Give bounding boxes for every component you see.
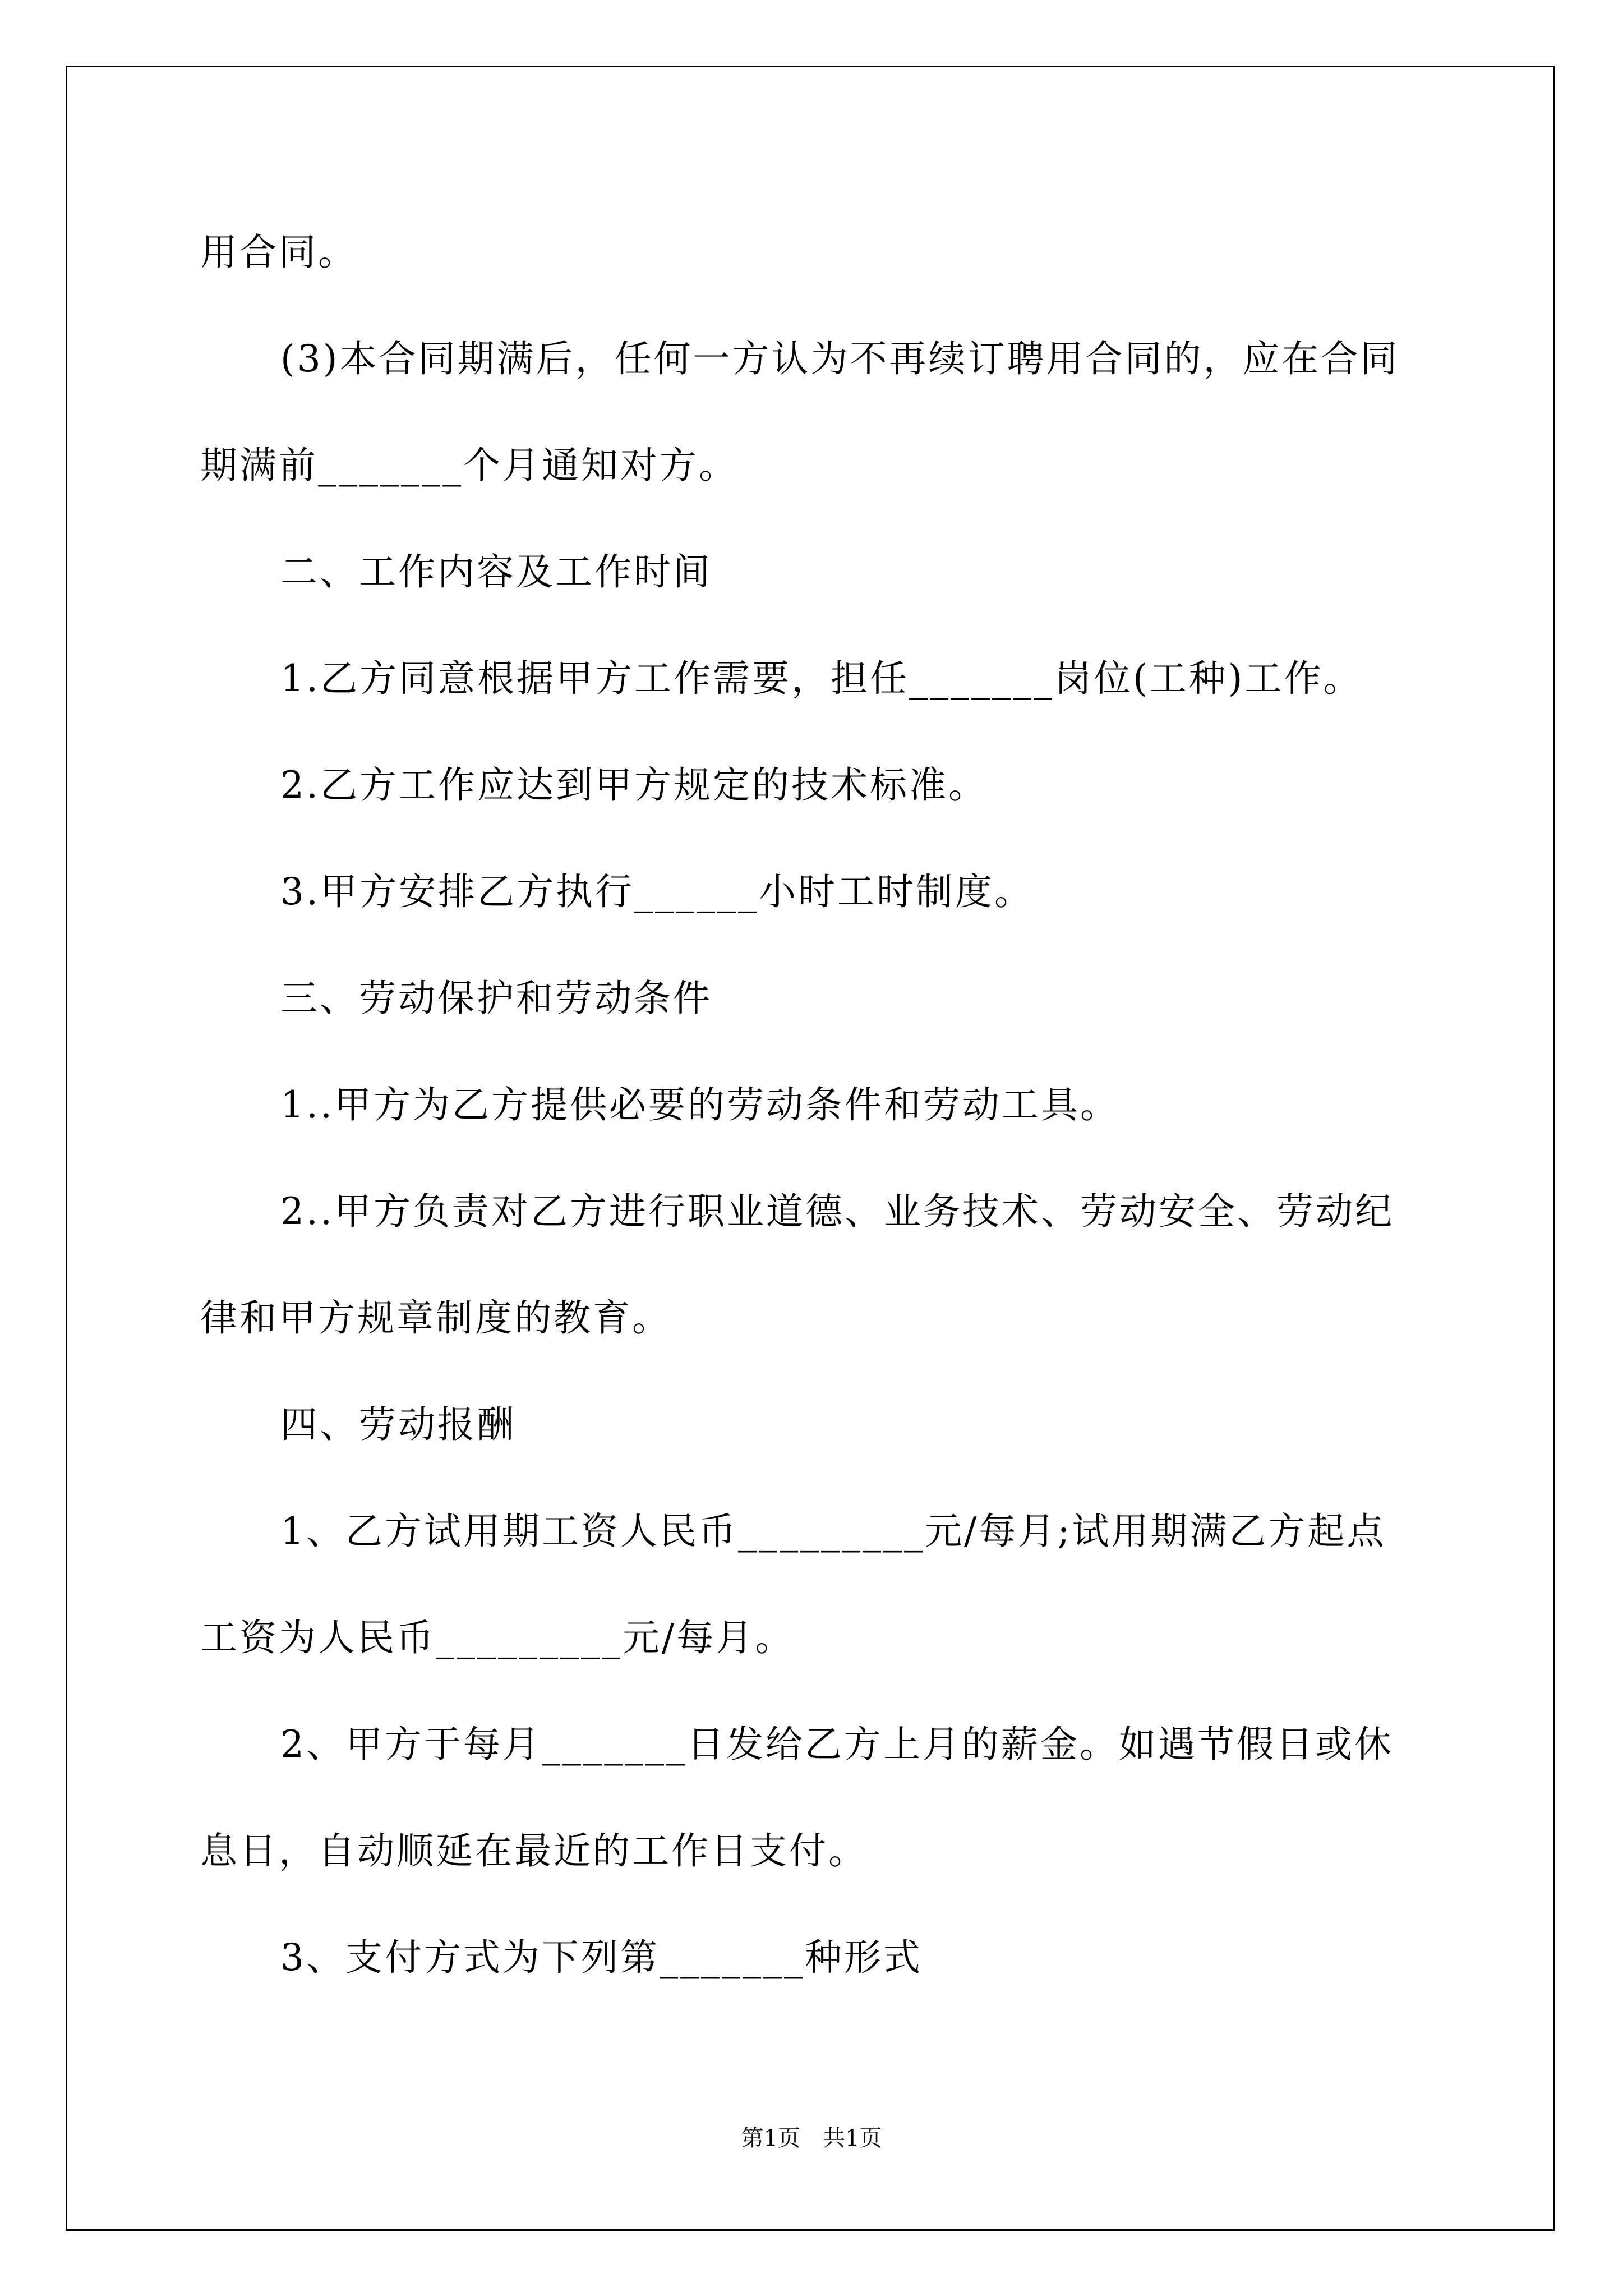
text-line: 2..甲方负责对乙方进行职业道德、业务技术、劳动安全、劳动纪 bbox=[280, 1190, 1394, 1233]
text-line: 期满前_______个月通知对方。 bbox=[200, 444, 738, 487]
text-line: 1..甲方为乙方提供必要的劳动条件和劳动工具。 bbox=[280, 1083, 1119, 1126]
text-line: 3.甲方安排乙方执行______小时工时制度。 bbox=[280, 870, 1034, 913]
section-heading: 二、工作内容及工作时间 bbox=[280, 550, 712, 593]
text-line: 2.乙方工作应达到甲方规定的技术标准。 bbox=[280, 763, 988, 807]
text-line: 用合同。 bbox=[200, 231, 357, 274]
section-heading: 四、劳动报酬 bbox=[280, 1403, 516, 1446]
text-line: 1、乙方试用期工资人民币_________元/每月;试用期满乙方起点 bbox=[280, 1510, 1386, 1553]
text-line: 3、支付方式为下列第_______种形式 bbox=[280, 1936, 923, 1979]
text-line: 1.乙方同意根据甲方工作需要，担任_______岗位(工种)工作。 bbox=[280, 657, 1363, 700]
section-heading: 三、劳动保护和劳动条件 bbox=[280, 977, 712, 1020]
text-line: 息日，自动顺延在最近的工作日支付。 bbox=[200, 1829, 868, 1872]
text-line: 工资为人民币_________元/每月。 bbox=[200, 1616, 795, 1659]
text-line: (3)本合同期满后，任何一方认为不再续订聘用合同的，应在合同 bbox=[280, 337, 1400, 380]
page-footer: 第1页 共1页 bbox=[741, 2125, 882, 2151]
text-line: 2、甲方于每月_______日发给乙方上月的薪金。如遇节假日或休 bbox=[280, 1723, 1394, 1766]
page-border bbox=[66, 66, 1555, 2231]
text-line: 律和甲方规章制度的教育。 bbox=[200, 1296, 671, 1340]
